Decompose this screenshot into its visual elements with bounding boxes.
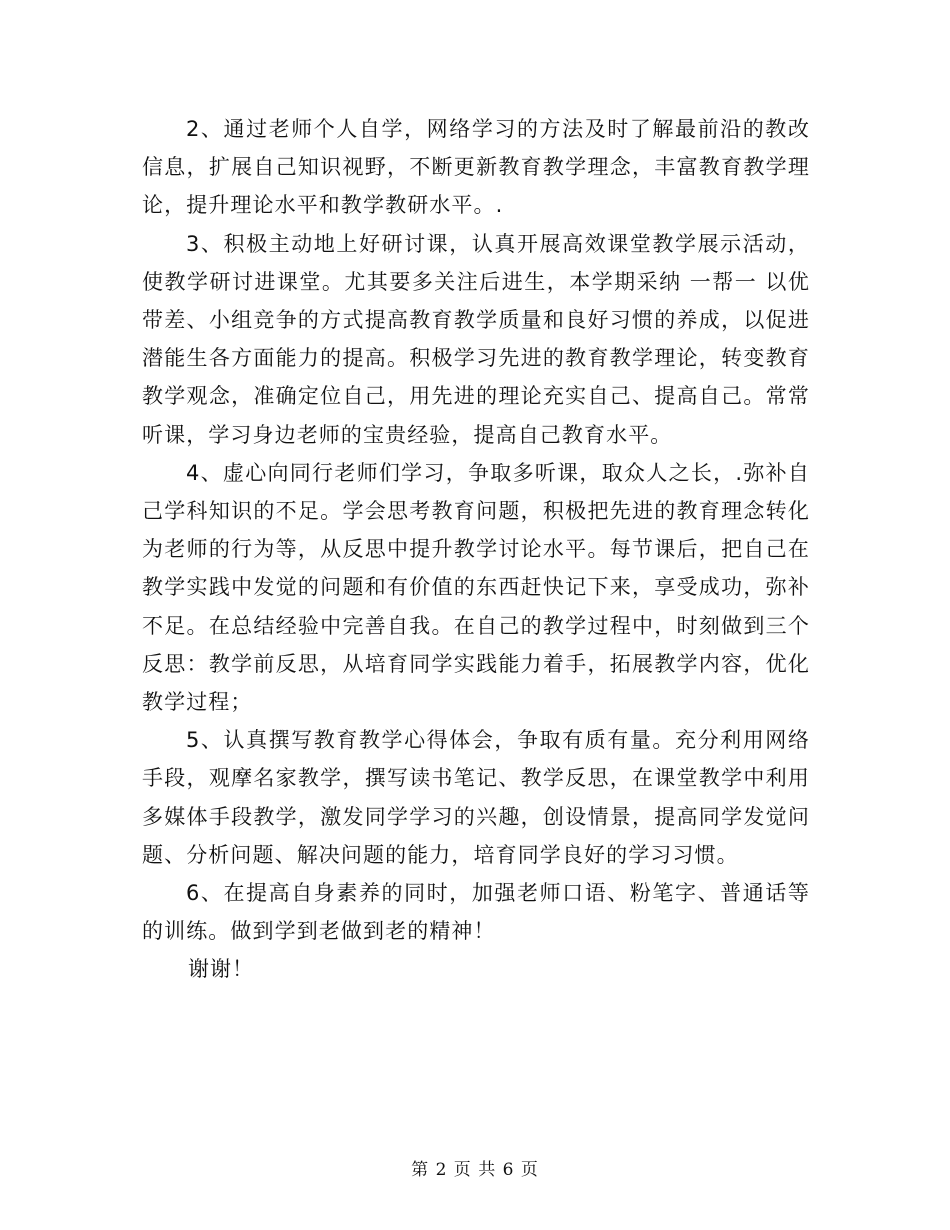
paragraph-item-3: 3、积极主动地上好研讨课，认真开展高效课堂教学展示活动，使教学研讨进课堂。尤其要多关注后进生，本学期采纳 一帮一 以优带差、小组竞争的方式提高教育教学质量和良好习惯的养成，以促进潜能生各方面能力的提高。积极学习先进的教育教学理论，转变教育教学观念，准确定位自己，用先进的理论充实自己、提高自己。常常听课，学习身边老师的宝贵经验，提高自己教育水平。	[142, 231, 810, 447]
document-body	[142, 110, 810, 989]
paragraph-item-2: 2、通过老师个人自学，网络学习的方法及时了解最前沿的教改信息，扩展自己知识视野，不断更新教育教学理念，丰富教育教学理论，提升理论水平和教学教研水平。.	[142, 117, 810, 218]
paragraph-item-4: 4、虚心向同行老师们学习，争取多听课，取众人之长，.弥补自己学科知识的不足。学会思考教育问题，积极把先进的教育理念转化为老师的行为等，从反思中提升教学讨论水平。每节课后，把自己在教学实践中发觉的问题和有价值的东西赶快记下来，享受成功，弥补不足。在总结经验中完善自我。在自己的教学过程中，时刻做到三个反思：教学前反思，从培育同学实践能力着手，拓展教学内容，优化教学过程；	[142, 460, 810, 715]
page-number-footer: 第 2 页 共 6 页	[411, 1160, 539, 1180]
paragraph-item-6: 6、在提高自身素养的同时，加强老师口语、粉笔字、普通话等的训练。做到学到老做到老的精神！	[142, 881, 810, 944]
closing-thanks: 谢谢！	[188, 957, 254, 982]
paragraph-item-5: 5、认真撰写教育教学心得体会，争取有质有量。充分利用网络手段，观摩名家教学，撰写读书笔记、教学反思，在课堂教学中利用多媒体手段教学，激发同学学习的兴趣，创设情景，提高同学发觉问题、分析问题、解决问题的能力，培育同学良好的学习习惯。	[142, 728, 810, 867]
